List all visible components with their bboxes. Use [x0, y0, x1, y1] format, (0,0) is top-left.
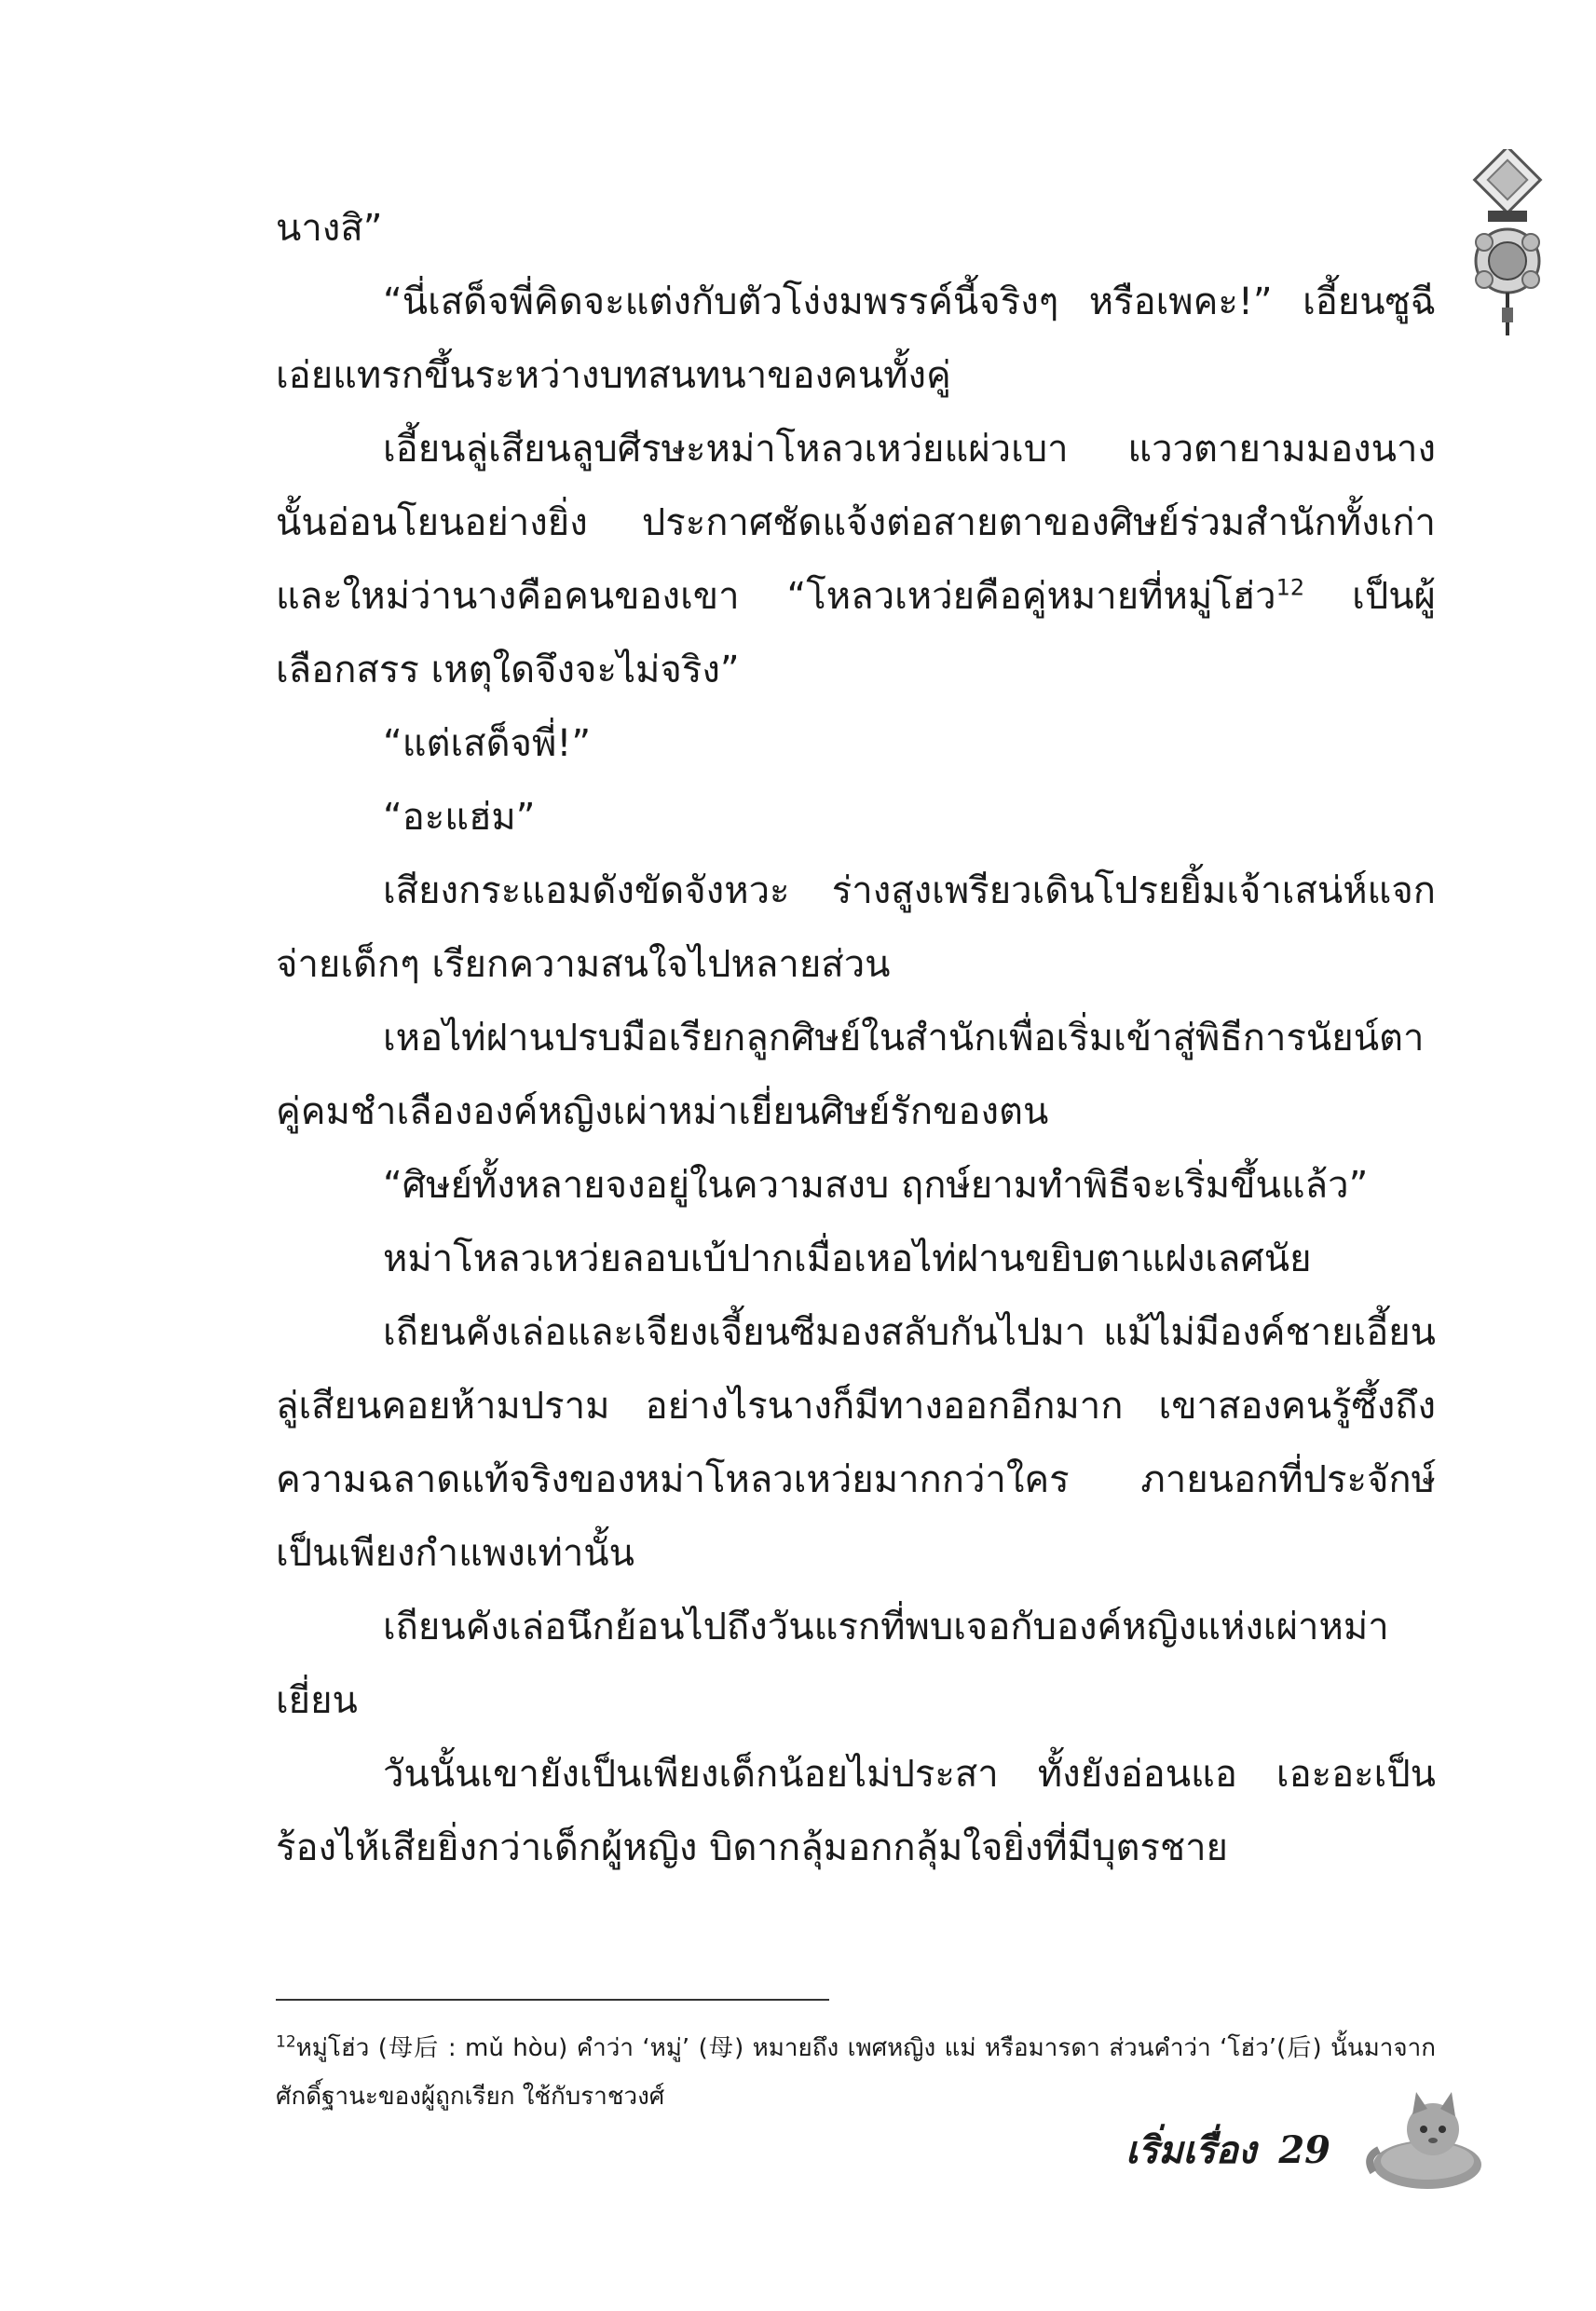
- footnote-text: หมู่โฮ่ว (母后 : mǔ hòu) คำว่า ‘หมู่’ (母) หมายถึง เพศหญิง แม่ หรือมารดา ส่วนคำว่า ‘โฮ่ว’(后) นั้นมาจากศักดิ์ฐานะของผู้ถูกเรียก ใช้กับราชวงศ์: [276, 2034, 1436, 2111]
- cat-icon: [1360, 2083, 1491, 2195]
- running-footer: [1125, 2120, 1330, 2180]
- body-text: [276, 192, 1436, 1885]
- paragraph-3-text-after: เป็นผู้เลือกสรร เหตุใดจึงจะไม่จริง”: [276, 575, 1436, 691]
- footnote-marker: 12: [276, 2032, 296, 2052]
- paragraph-5: “อะแฮ่ม”: [383, 796, 536, 839]
- paragraph-7: เหอไท่ฝานปรบมือเรียกลูกศิษย์ในสำนักเพื่อเริ่มเข้าสู่พิธีการนัยน์ตาคู่คมชำเลืององค์หญิงเผ่าหม่าเยี่ยนศิษย์รักของตน: [276, 1017, 1425, 1133]
- paragraph-9: หม่าโหลวเหว่ยลอบเบ้ปากเมื่อเหอไท่ฝานขยิบตาแฝงเลศนัย: [383, 1238, 1312, 1280]
- paragraph-1: นางสิ”: [276, 207, 383, 250]
- paragraph-11: เถียนคังเล่อนึกย้อนไปถึงวันแรกที่พบเจอกับองค์หญิงแห่งเผ่าหม่าเยี่ยน: [276, 1606, 1389, 1722]
- paragraph-4: “แต่เสด็จพี่!”: [383, 722, 592, 765]
- footnote-reference[interactable]: 12: [1275, 574, 1305, 601]
- paragraph-10: เถียนคังเล่อและเจียงเจี้ยนซีมองสลับกันไปมา แม้ไม่มีองค์ชายเอี้ยนลู่เสียนคอยห้ามปราม อย่างไรนางก็มีทางออกอีกมาก เขาสองคนรู้ซึ้งถึงความฉลาดแท้จริงของหม่าโหลวเหว่ยมากกว่าใคร ภายนอกที่ประจักษ์เป็นเพียงกำแพงเท่านั้น: [276, 1311, 1436, 1575]
- paragraph-3-text: เอี้ยนลู่เสียนลูบศีรษะหม่าโหลวเหว่ยแผ่วเบา แววตายามมองนางนั้นอ่อนโยนอย่างยิ่ง ประกาศชัดแจ้งต่อสายตาของศิษย์ร่วมสำนักทั้งเก่าและใหม่ว่านางคือคนของเขา “โหลวเหว่ยคือคู่หมายที่หมู่โฮ่ว: [276, 428, 1436, 618]
- paragraph-6: เสียงกระแอมดังขัดจังหวะ ร่างสูงเพรียวเดินโปรยยิ้มเจ้าเสน่ห์แจกจ่ายเด็กๆ เรียกความสนใจไปหลายส่วน: [276, 869, 1436, 986]
- page-number: 29: [1278, 2128, 1330, 2172]
- paragraph-12: วันนั้นเขายังเป็นเพียงเด็กน้อยไม่ประสา ทั้งยังอ่อนแอ เอะอะเป็นร้องไห้เสียยิ่งกว่าเด็กผู้หญิง บิดากลุ้มอกกลุ้มใจยิ่งที่มีบุตรชาย: [276, 1753, 1436, 1869]
- paragraph-3: [276, 413, 1436, 707]
- running-title: เริ่มเรื่อง: [1125, 2128, 1257, 2172]
- footnote: [276, 2024, 1436, 2121]
- paragraph-8: “ศิษย์ทั้งหลายจงอยู่ในความสงบ ฤกษ์ยามทำพิธีจะเริ่มขึ้นแล้ว”: [383, 1164, 1369, 1207]
- footnote-divider: [276, 1999, 829, 2001]
- corner-ornament-icon: [1456, 149, 1559, 345]
- paragraph-2: “นี่เสด็จพี่คิดจะแต่งกับตัวโง่งมพรรค์นี้จริงๆ หรือเพคะ!” เอี้ยนซูฉีเอ่ยแทรกขึ้นระหว่างบทสนทนาของคนทั้งคู่: [276, 280, 1436, 397]
